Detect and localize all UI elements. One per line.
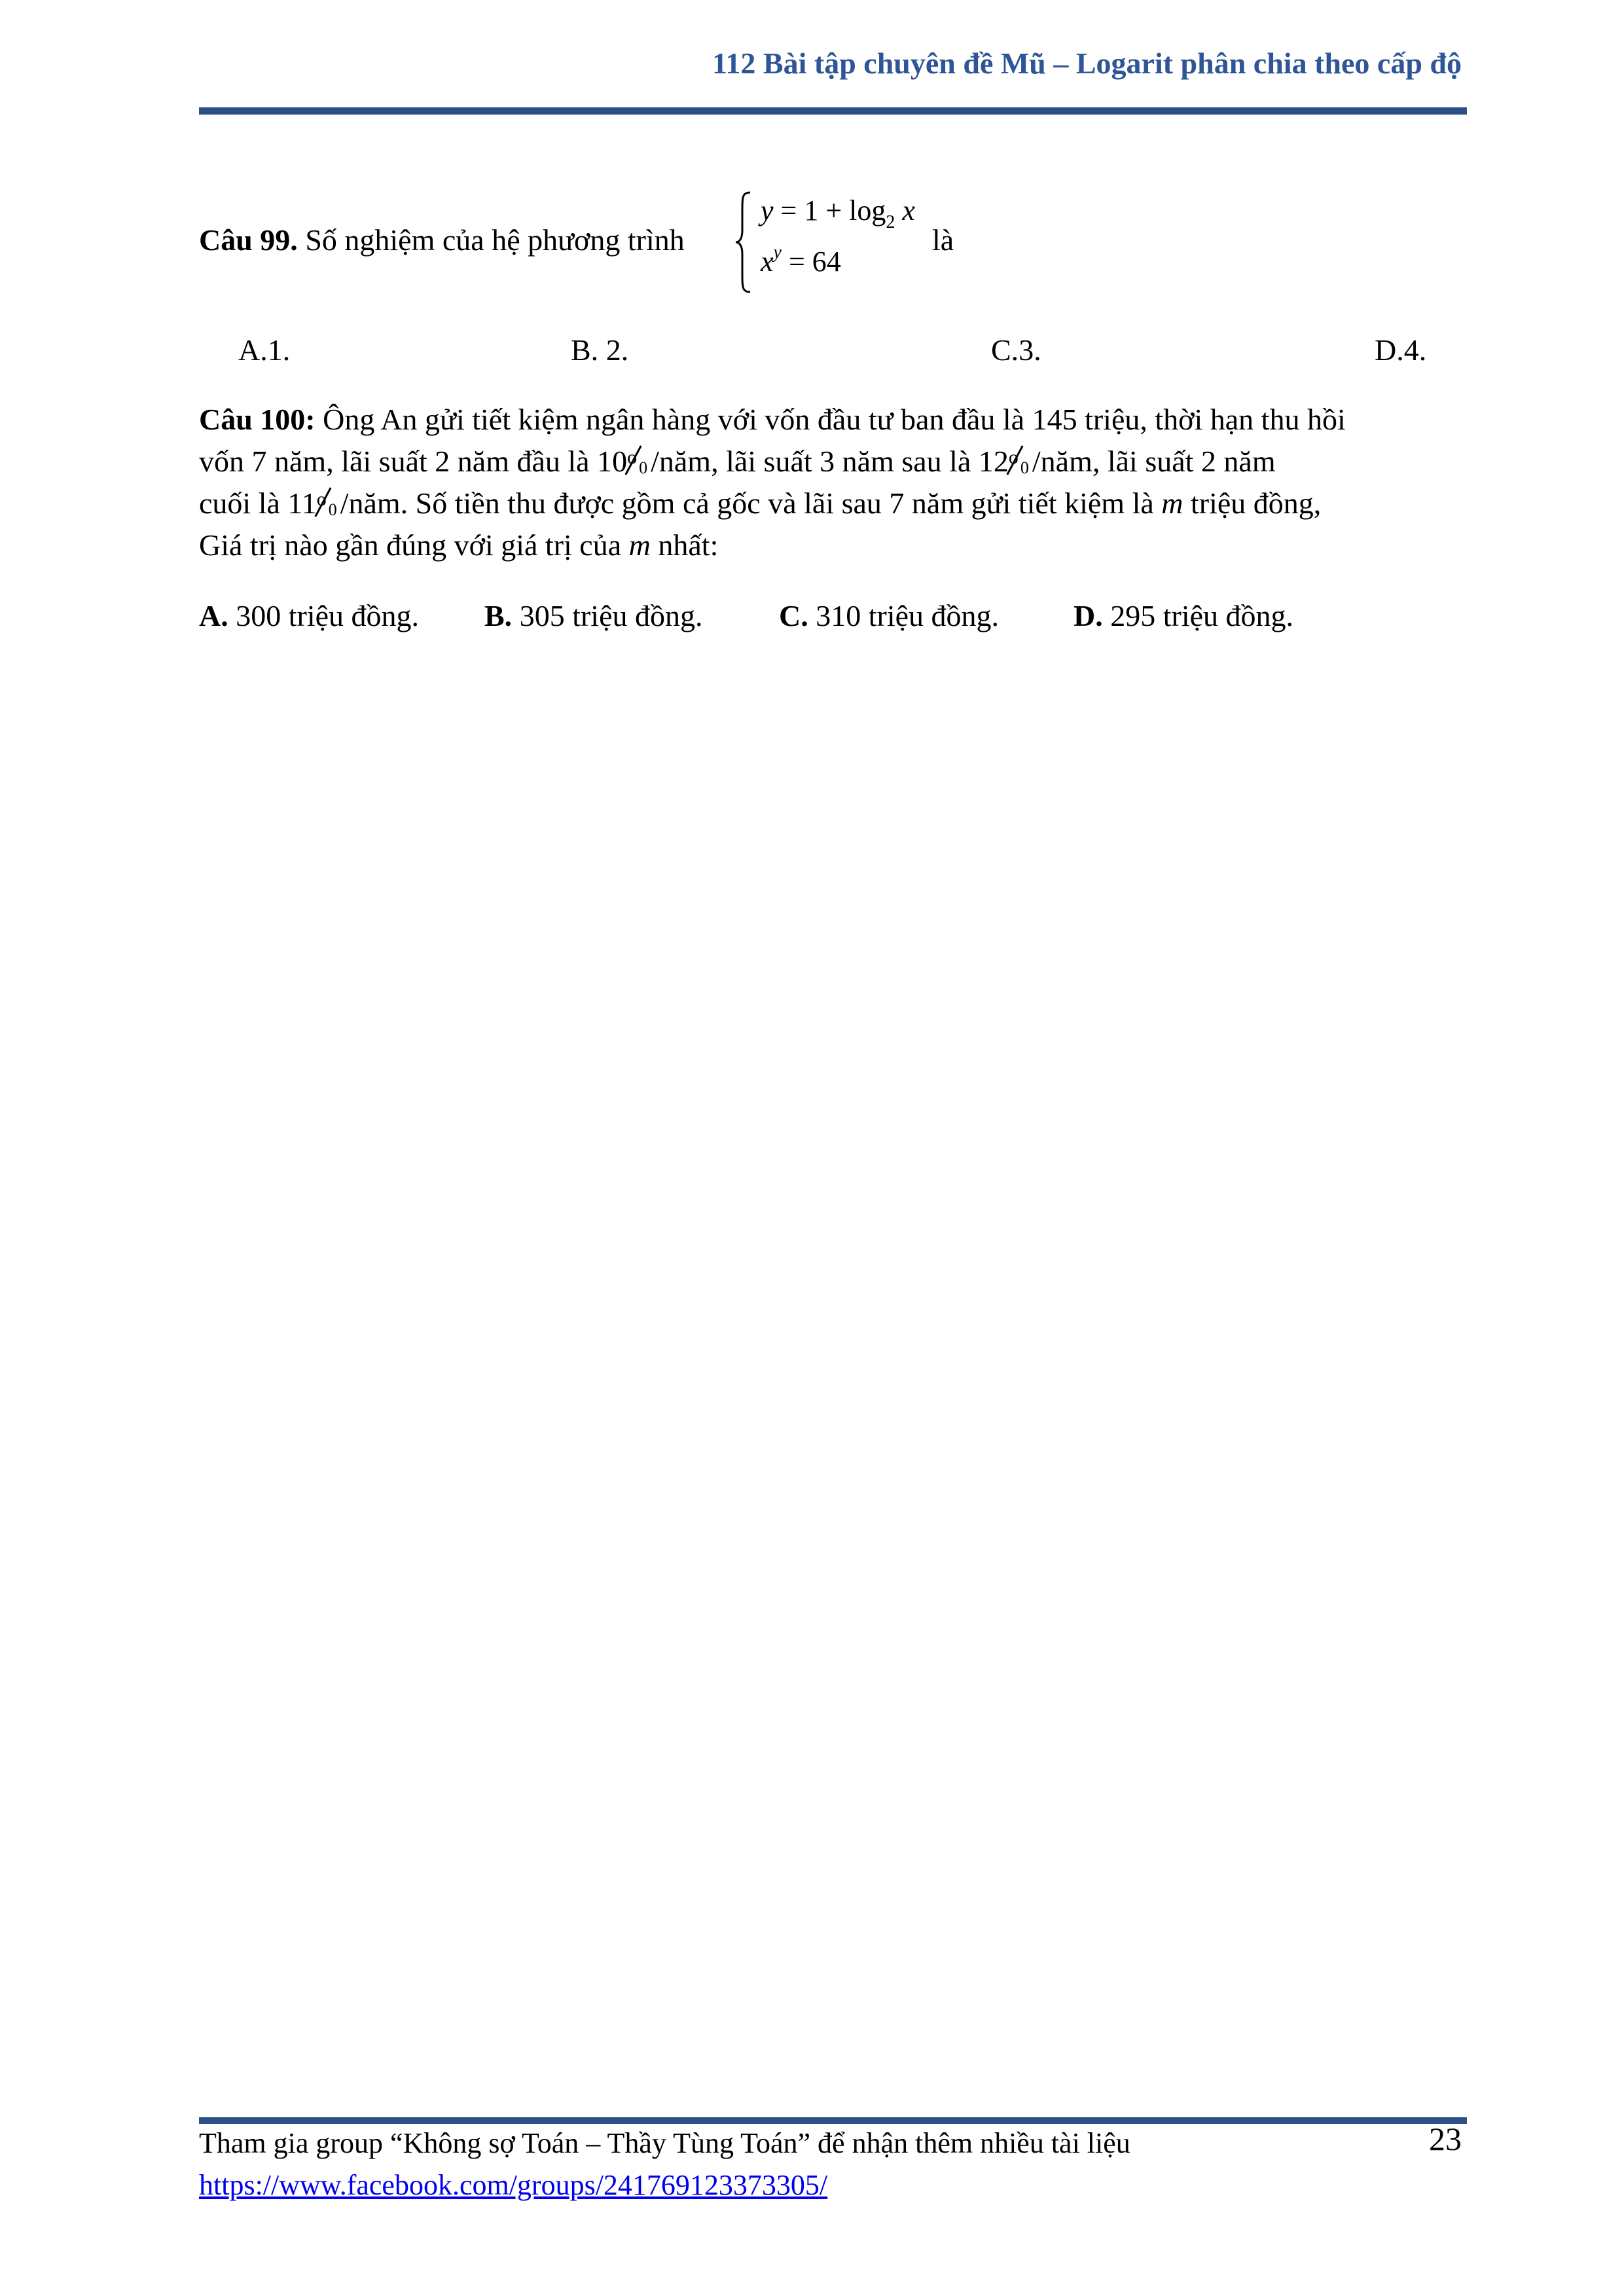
percent-icon: o 0: [317, 487, 340, 519]
question-100-label: Câu 100:: [199, 403, 316, 436]
page-number: 23: [1429, 2121, 1462, 2157]
eq1-log-base: 2: [886, 212, 895, 232]
eq1-lhs: y: [761, 194, 774, 227]
left-brace-icon: [734, 190, 754, 295]
footer-rule: [199, 2117, 1467, 2124]
question-99-suffix: là: [932, 223, 954, 257]
footer-text: Tham gia group “Không sợ Toán – Thầy Tùng Toán” để nhận thêm nhiều tài liệu: [199, 2127, 1130, 2159]
percent-icon: o 0: [627, 445, 651, 477]
question-100-option-d: D. 295 triệu đồng.: [1074, 599, 1294, 632]
question-99-label: Câu 99.: [199, 223, 298, 257]
question-99-option-b: B. 2.: [571, 333, 629, 367]
equation-system: [734, 190, 957, 295]
question-100-line-4: Giá trị nào gần đúng với giá trị của m nhất:: [199, 528, 719, 562]
variable-m: m: [1161, 486, 1183, 520]
equation-2: [761, 242, 841, 278]
question-100-option-b: B. 305 triệu đồng.: [484, 599, 703, 632]
question-99-text: Số nghiệm của hệ phương trình: [305, 223, 685, 257]
question-100-option-a: A. 300 triệu đồng.: [199, 599, 420, 632]
question-100-line-2: vốn 7 năm, lãi suất 2 năm đầu là 10 o 0 /năm, lãi suất 3 năm sau là 12 o 0 /năm, lãi suất 2 năm: [199, 445, 1276, 478]
equation-1: [761, 194, 915, 232]
percent-icon: o 0: [1009, 445, 1032, 477]
header-rule: [199, 107, 1467, 115]
question-100-line-3: cuối là 11 o 0 /năm. Số tiền thu được gồm cả gốc và lãi sau 7 năm gửi tiết kiệm là m triệu đồng,: [199, 486, 1322, 520]
eq2-base: x: [761, 246, 774, 278]
question-99-option-c: C.3.: [991, 333, 1041, 367]
question-100-option-c: C. 310 triệu đồng.: [779, 599, 1000, 632]
header-title: 112 Bài tập chuyên đề Mũ – Logarit phân chia theo cấp độ: [712, 46, 1462, 80]
question-99-option-a: A.1.: [238, 333, 291, 367]
eq2-exponent: y: [773, 242, 782, 263]
eq1-rhs: = 1 + log: [780, 194, 886, 227]
question-100-line-1: Câu 100: Ông An gửi tiết kiệm ngân hàng với vốn đầu tư ban đầu là 145 triệu, thời hạn thu hồi: [199, 403, 1346, 436]
variable-m: m: [628, 528, 651, 562]
eq1-var: x: [902, 194, 915, 227]
question-99-prompt: [199, 223, 685, 257]
facebook-group-link[interactable]: https://www.facebook.com/groups/241769123373305/: [199, 2169, 828, 2201]
question-99-option-d: D.4.: [1375, 333, 1427, 367]
eq2-rhs: = 64: [788, 246, 841, 278]
